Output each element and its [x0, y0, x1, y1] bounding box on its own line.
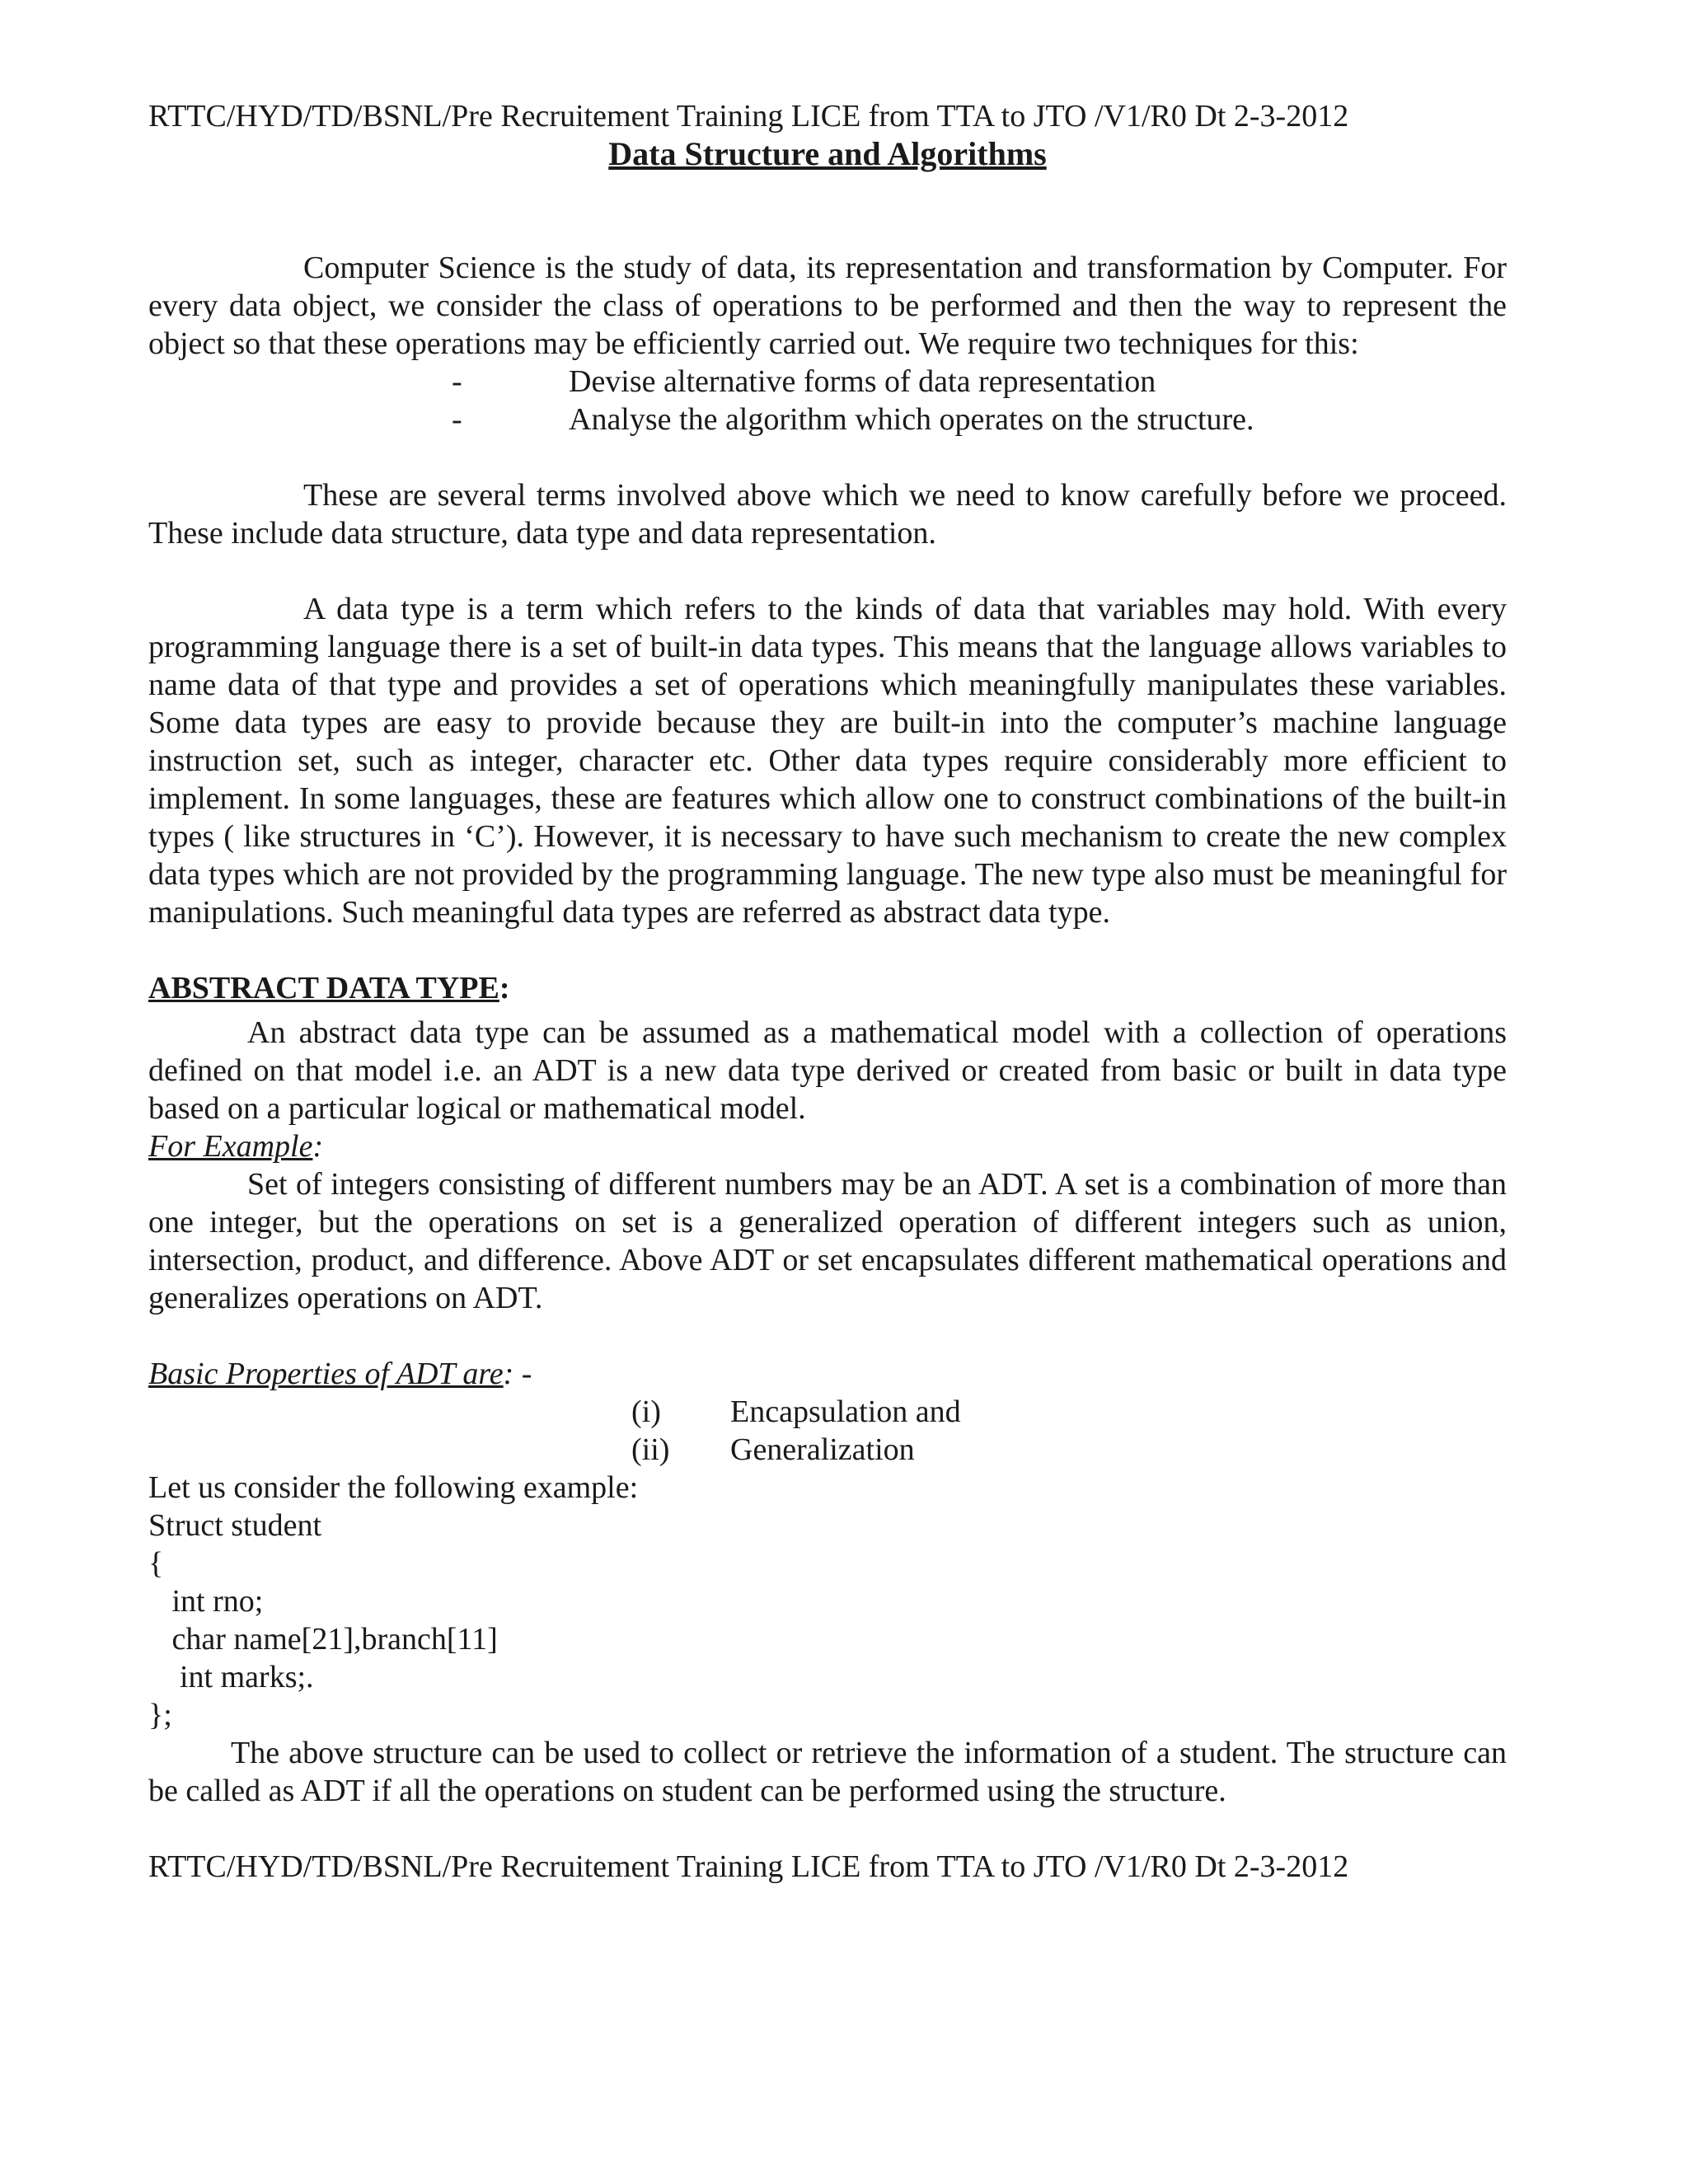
bullet-text: Analyse the algorithm which operates on the structure.: [569, 402, 1254, 437]
code-line: char name[21],branch[11]: [148, 1622, 498, 1657]
bullet-item: [148, 363, 1507, 401]
property-mark: (ii): [631, 1432, 670, 1467]
bullet-text: Devise alternative forms of data representation: [569, 364, 1156, 399]
closing-paragraph: The above structure can be used to collect or retrieve the information of a student. The structure can be called as ADT if all the operations on student can be performed using the structure.: [148, 1736, 1507, 1808]
code-line: int rno;: [148, 1584, 264, 1619]
example-paragraph: Set of integers consisting of different numbers may be an ADT. A set is a combination of more than one integer, but the operations on set is a generalized operation of different integers such as union, intersection, product, and difference. Above ADT or set encapsulates different mathematical operations and generalizes operations on ADT.: [148, 1167, 1507, 1315]
intro-paragraph-2: These are several terms involved above which we need to know carefully before we proceed. These include data structure, data type and data representation.: [148, 478, 1507, 551]
properties-label-suffix: : -: [503, 1357, 532, 1391]
intro-paragraph-1: Computer Science is the study of data, its representation and transformation by Computer. For every data object, we consider the class of operations to be performed and then the way to represent the object so that these operations may be efficiently carried out. We require two techniques for this:: [148, 251, 1507, 361]
property-mark: (i): [631, 1394, 661, 1429]
example-label: [148, 1127, 1507, 1165]
code-line: {: [148, 1546, 164, 1581]
property-text: Generalization: [730, 1432, 915, 1467]
bullet-mark: -: [452, 364, 462, 399]
code-line: };: [148, 1698, 172, 1732]
properties-label-text: Basic Properties of ADT are: [148, 1357, 504, 1391]
page-title: Data Structure and Algorithms: [608, 135, 1047, 172]
property-text: Encapsulation and: [730, 1394, 961, 1429]
code-line: Struct student: [148, 1508, 322, 1543]
section-heading-adt: [148, 969, 1507, 1007]
consider-text: Let us consider the following example:: [148, 1470, 639, 1505]
code-line: int marks;.: [148, 1660, 314, 1694]
example-label-suffix: :: [312, 1129, 324, 1164]
adt-paragraph-1: An abstract data type can be assumed as a mathematical model with a collection of operations defined on that model i.e. an ADT is a new data type derived or created from basic or built in data type based on a particular logical or mathematical model.: [148, 1015, 1507, 1126]
document-page: [148, 97, 1507, 1917]
page-footer: RTTC/HYD/TD/BSNL/Pre Recruitement Training LICE from TTA to JTO /V1/R0 Dt 2-3-2012: [148, 1849, 1349, 1884]
intro-paragraph-3: A data type is a term which refers to the kinds of data that variables may hold. With every programming language there is a set of built-in data types. This means that the language allows variables to name data of that type and provides a set of operations which meaningfully manipulates these variables. Some data types are easy to provide because they are built-in into the computer’s machine language instruction set, such as integer, character etc. Other data types require considerably more efficient to implement. In some languages, these are features which allow one to construct combinations of the built-in types ( like structures in ‘C’). However, it is necessary to have such mechanism to create the new complex data types which are not provided by the programming language. The new type also must be meaningful for manipulations. Such meaningful data types are referred as abstract data type.: [148, 592, 1507, 930]
bullet-mark: -: [452, 402, 462, 437]
section-heading-text: ABSTRACT DATA TYPE: [148, 971, 499, 1005]
property-item: [148, 1393, 1507, 1431]
properties-label: [148, 1355, 1507, 1393]
property-item: [148, 1431, 1507, 1469]
example-label-text: For Example: [148, 1129, 313, 1164]
bullet-item: [148, 401, 1507, 438]
section-heading-suffix: :: [499, 971, 510, 1005]
page-header: RTTC/HYD/TD/BSNL/Pre Recruitement Training LICE from TTA to JTO /V1/R0 Dt 2-3-2012: [148, 99, 1349, 134]
